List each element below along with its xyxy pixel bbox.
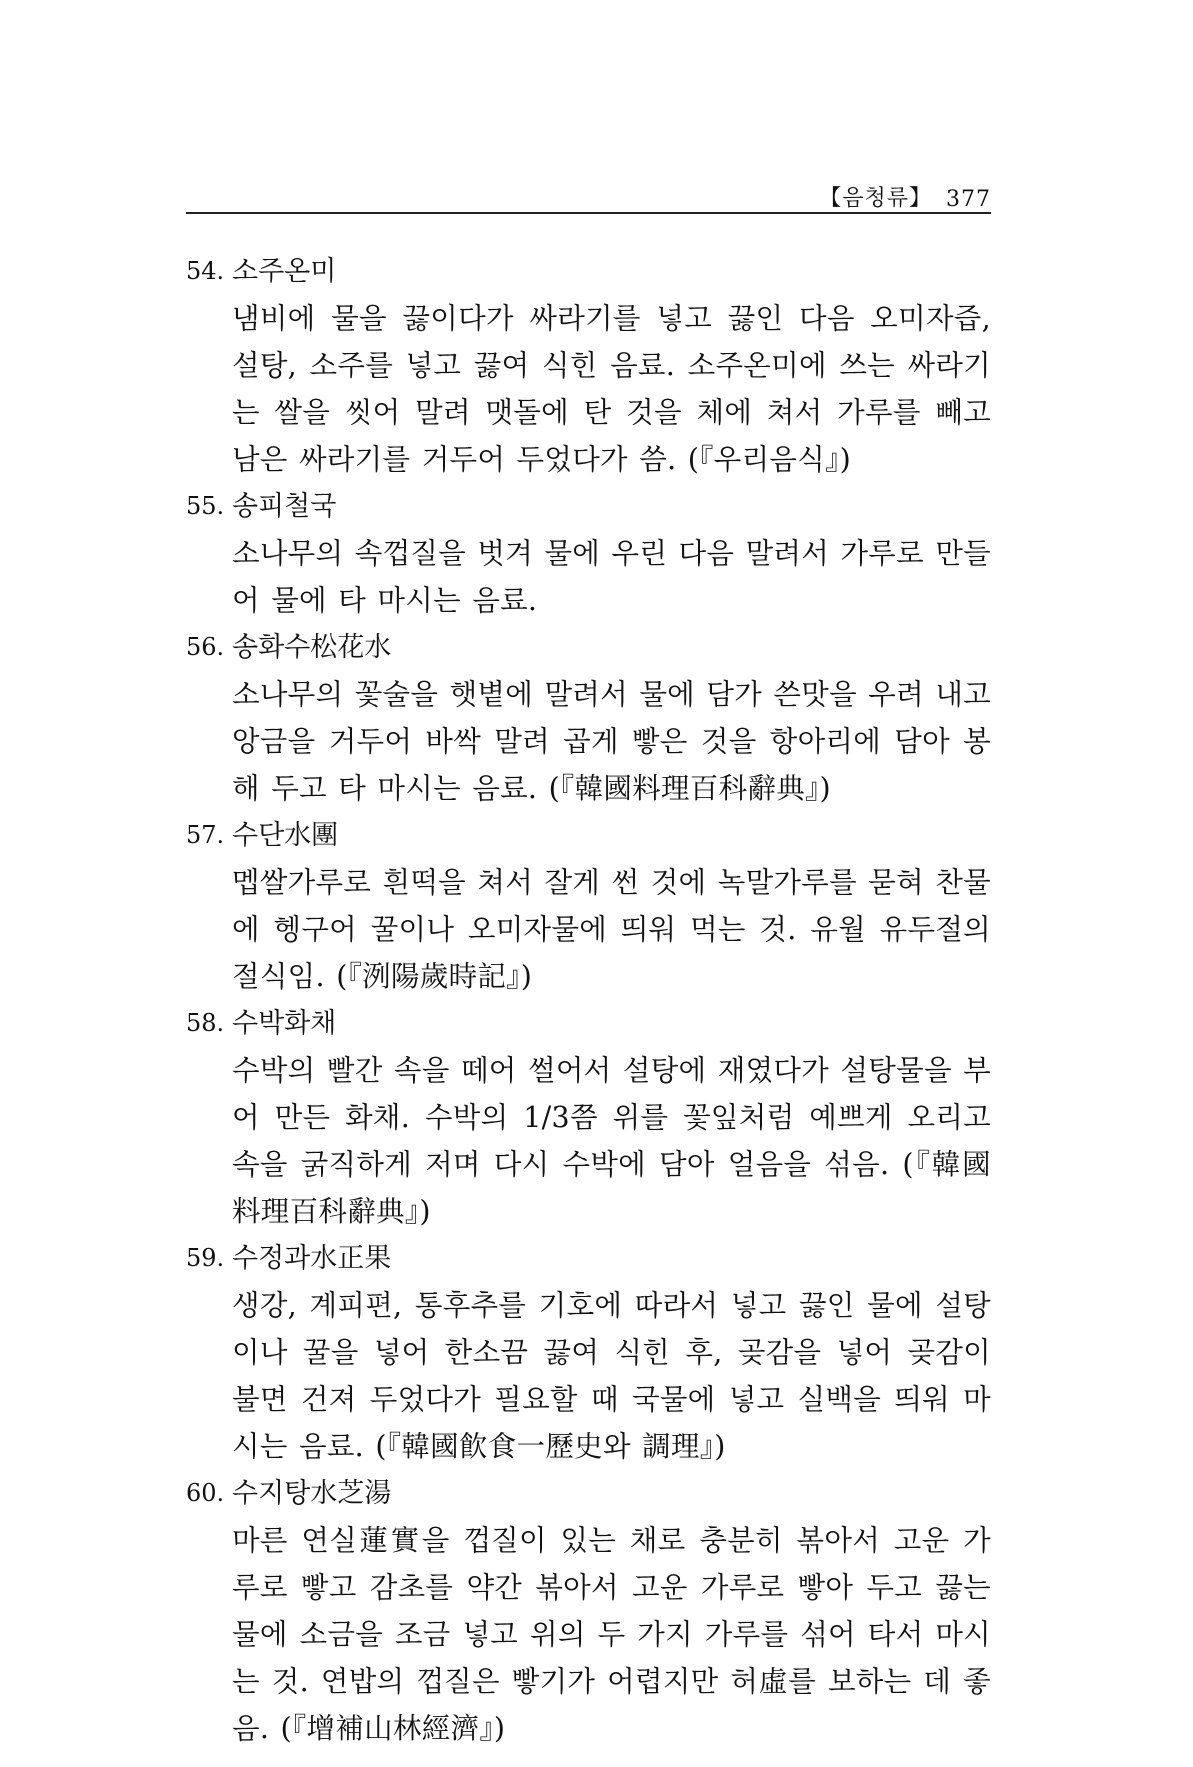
entry-description: 냄비에 물을 끓이다가 싸라기를 넣고 끓인 다음 오미자즙, 설탕, 소주를 넣고 끓여 식힌 음료. 소주온미에 쓰는 싸라기는 쌀을 씻어 말려 맷돌에 탄 것을 체에 쳐서 가루를 빼고 남은 싸라기를 거두어 두었다가 씀. (『우리음식』) (232, 302, 991, 476)
entry-title: 수정과水正果 (232, 1243, 392, 1274)
entry-heading (186, 624, 991, 671)
entry-heading (186, 1235, 991, 1282)
page-number: 377 (946, 187, 991, 212)
entry-title: 송피철국 (232, 491, 337, 522)
entry-number: 55. (186, 492, 225, 520)
entry-title: 수단水團 (232, 820, 339, 851)
entry (186, 812, 991, 1000)
entry-description: 소나무의 속껍질을 벗겨 물에 우린 다음 말려서 가루로 만들어 물에 타 마시는 음료. (232, 537, 991, 617)
entry-title: 소주온미 (232, 256, 337, 287)
entry-number: 56. (186, 633, 225, 661)
entry-heading (186, 248, 991, 295)
entry-list (186, 248, 991, 1752)
entry (186, 624, 991, 812)
entry-heading (186, 1470, 991, 1517)
entry-heading (186, 483, 991, 530)
entry-description: 마른 연실蓮實을 껍질이 있는 채로 충분히 볶아서 고운 가루로 빻고 감초를 약간 볶아서 고운 가루로 빻아 두고 끓는 물에 소금을 조금 넣고 위의 두 가지 가루를 섞어 타서 마시는 것. 연밥의 껍질은 빻기가 어렵지만 허虛를 보하는 데 좋음. (『增補山林經濟』) (232, 1524, 991, 1745)
entry-title: 수박화채 (232, 1008, 337, 1039)
entry-description: 수박의 빨간 속을 떼어 썰어서 설탕에 재였다가 설탕물을 부어 만든 화채. 수박의 1/3쯤 위를 꽃잎처럼 예쁘게 오리고 속을 굵직하게 저며 다시 수박에 담아 얼음을 섞음. (『韓國料理百科辭典』) (232, 1054, 991, 1228)
entry-number: 57. (186, 821, 225, 849)
entry-heading (186, 1000, 991, 1047)
entry-title: 송화수松花水 (232, 632, 392, 663)
entry (186, 1000, 991, 1235)
entry-description: 멥쌀가루로 흰떡을 쳐서 잘게 썬 것에 녹말가루를 묻혀 찬물에 헹구어 꿀이나 오미자물에 띄워 먹는 것. 유월 유두절의 절식임. (『洌陽歲時記』) (232, 866, 991, 993)
entry-title: 수지탕水芝湯 (232, 1478, 392, 1509)
entry (186, 1470, 991, 1752)
entry-heading (186, 812, 991, 859)
entry-number: 60. (186, 1479, 225, 1507)
entry-number: 58. (186, 1009, 225, 1037)
entry (186, 1235, 991, 1470)
header-rule (186, 212, 991, 214)
entry-description: 소나무의 꽃술을 햇볕에 말려서 물에 담가 쓴맛을 우려 내고 앙금을 거두어 바싹 말려 곱게 빻은 것을 항아리에 담아 봉해 두고 타 마시는 음료. (『韓國料理百科辭典』) (232, 678, 991, 805)
entry (186, 483, 991, 624)
running-header (186, 172, 991, 212)
section-title: 【음청류】 (819, 186, 932, 211)
entry-number: 54. (186, 257, 225, 285)
entry (186, 248, 991, 483)
entry-description: 생강, 계피편, 통후추를 기호에 따라서 넣고 끓인 물에 설탕이나 꿀을 넣어 한소끔 끓여 식힌 후, 곶감을 넣어 곶감이 불면 건져 두었다가 필요할 때 국물에 넣고 실백을 띄워 마시는 음료. (『韓國飮食一歷史와 調理』) (232, 1289, 991, 1463)
entry-number: 59. (186, 1244, 225, 1272)
